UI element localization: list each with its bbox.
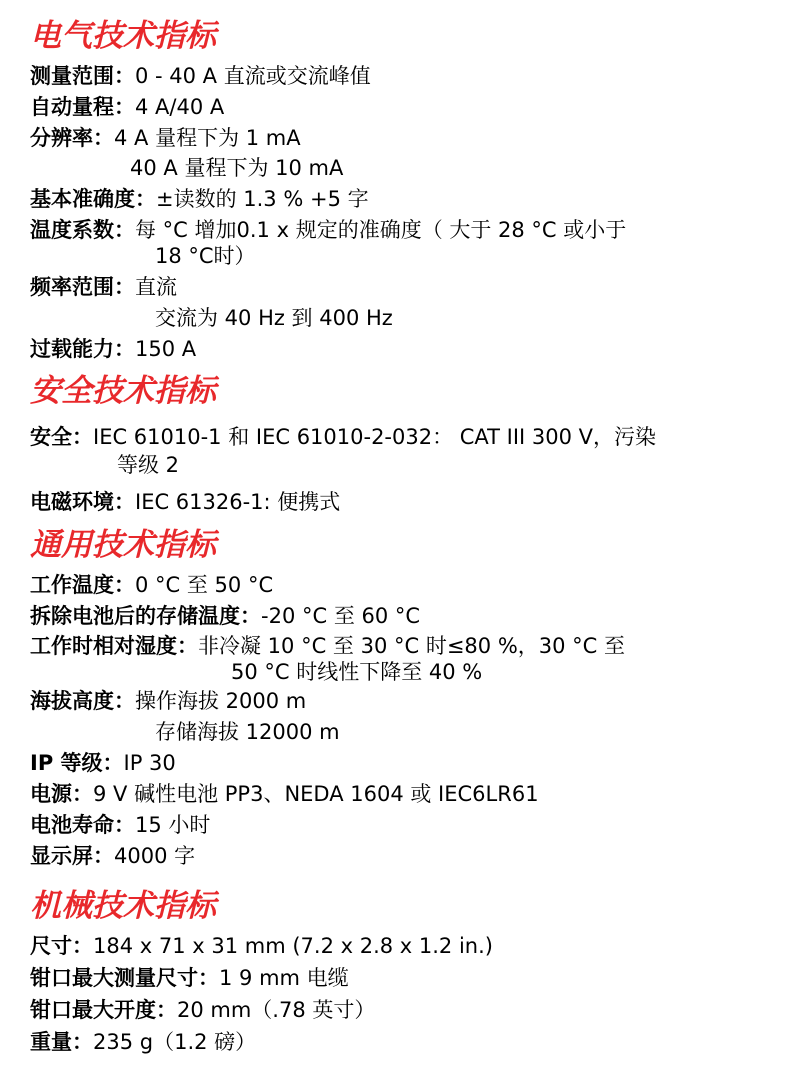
temp-coefficient-value: 每 °C 增加0.1 x 规定的准确度（ 大于 28 °C 或小于: [135, 218, 627, 242]
ip-rating-row: [30, 749, 176, 777]
power-row: [30, 780, 539, 808]
basic-accuracy-value: ±读数的 1.3 % +5 字: [156, 187, 369, 211]
temp-coefficient-continuation: 18 °C时）: [155, 244, 256, 268]
resolution-continuation: 40 A 量程下为 10 mA: [130, 156, 344, 180]
jaw-max-opening-value: 20 mm（.78 英寸）: [177, 998, 376, 1022]
autorange-value: 4 A/40 A: [135, 95, 225, 119]
jaw-max-size-row: [30, 964, 349, 992]
overload-label: 过载能力：: [30, 337, 135, 361]
resolution-value: 4 A 量程下为 1 mA: [114, 126, 301, 150]
emc-label: 电磁环境：: [30, 490, 135, 514]
emc-row: [30, 488, 340, 516]
dimensions-value: 184 x 71 x 31 mm (7.2 x 2.8 x 1.2 in.): [93, 934, 493, 958]
measurement-range-label: 测量范围：: [30, 64, 135, 88]
display-row: [30, 842, 195, 870]
humidity-row: [30, 632, 625, 660]
autorange-label: 自动量程：: [30, 95, 135, 119]
battery-life-value: 15 小时: [135, 813, 211, 837]
safety-label: 安全：: [30, 425, 93, 449]
weight-row: [30, 1028, 256, 1056]
safety-row: [30, 423, 656, 451]
mechanical-specs-heading: 机械技术指标: [30, 888, 216, 924]
battery-life-label: 电池寿命：: [30, 813, 135, 837]
altitude-label: 海拔高度：: [30, 689, 135, 713]
resolution-row: [30, 124, 301, 152]
safety-specs-heading: 安全技术指标: [30, 373, 216, 409]
emc-value: IEC 61326-1: 便携式: [135, 490, 341, 514]
jaw-max-opening-label: 钳口最大开度：: [30, 998, 177, 1022]
battery-life-row: [30, 811, 210, 839]
power-label: 电源：: [30, 782, 93, 806]
operating-temp-row: [30, 571, 273, 599]
ip-rating-value: IP 30: [123, 751, 176, 775]
resolution-label: 分辨率：: [30, 126, 114, 150]
autorange-row: [30, 93, 224, 121]
weight-label: 重量：: [30, 1030, 93, 1054]
basic-accuracy-label: 基本准确度：: [30, 187, 156, 211]
jaw-max-size-label: 钳口最大测量尺寸：: [30, 966, 219, 990]
measurement-range-row: [30, 62, 371, 90]
weight-value: 235 g（1.2 磅）: [93, 1030, 257, 1054]
dimensions-row: [30, 932, 493, 960]
frequency-range-value: 直流: [135, 275, 177, 299]
altitude-row: [30, 687, 306, 715]
jaw-max-opening-row: [30, 996, 375, 1024]
electrical-specs-heading: 电气技术指标: [30, 18, 216, 54]
temp-coefficient-row: [30, 216, 626, 244]
overload-row: [30, 335, 196, 363]
storage-temp-row: [30, 602, 420, 630]
safety-value: IEC 61010-1 和 IEC 61010-2-032： CAT III 300 V，污染: [93, 425, 657, 449]
dimensions-label: 尺寸：: [30, 934, 93, 958]
ip-rating-label: IP 等级：: [30, 751, 124, 775]
humidity-continuation: 50 °C 时线性下降至 40 %: [231, 660, 483, 684]
frequency-range-continuation: 交流为 40 Hz 到 400 Hz: [155, 306, 393, 330]
overload-value: 150 A: [135, 337, 197, 361]
measurement-range-value: 0 - 40 A 直流或交流峰值: [135, 64, 371, 88]
display-label: 显示屏：: [30, 844, 114, 868]
humidity-label: 工作时相对湿度：: [30, 634, 198, 658]
frequency-range-label: 频率范围：: [30, 275, 135, 299]
operating-temp-value: 0 °C 至 50 °C: [135, 573, 274, 597]
altitude-continuation: 存储海拔 12000 m: [155, 720, 340, 744]
altitude-value: 操作海拔 2000 m: [135, 689, 307, 713]
basic-accuracy-row: [30, 185, 369, 213]
humidity-value: 非冷凝 10 °C 至 30 °C 时≤80 %，30 °C 至: [198, 634, 626, 658]
power-value: 9 V 碱性电池 PP3、NEDA 1604 或 IEC6LR61: [93, 782, 539, 806]
safety-continuation: 等级 2: [117, 453, 180, 477]
operating-temp-label: 工作温度：: [30, 573, 135, 597]
display-value: 4000 字: [114, 844, 196, 868]
storage-temp-value: -20 °C 至 60 °C: [261, 604, 421, 628]
storage-temp-label: 拆除电池后的存储温度：: [30, 604, 261, 628]
temp-coefficient-label: 温度系数：: [30, 218, 135, 242]
jaw-max-size-value: 1 9 mm 电缆: [219, 966, 349, 990]
general-specs-heading: 通用技术指标: [30, 527, 216, 563]
frequency-range-row: [30, 273, 177, 301]
